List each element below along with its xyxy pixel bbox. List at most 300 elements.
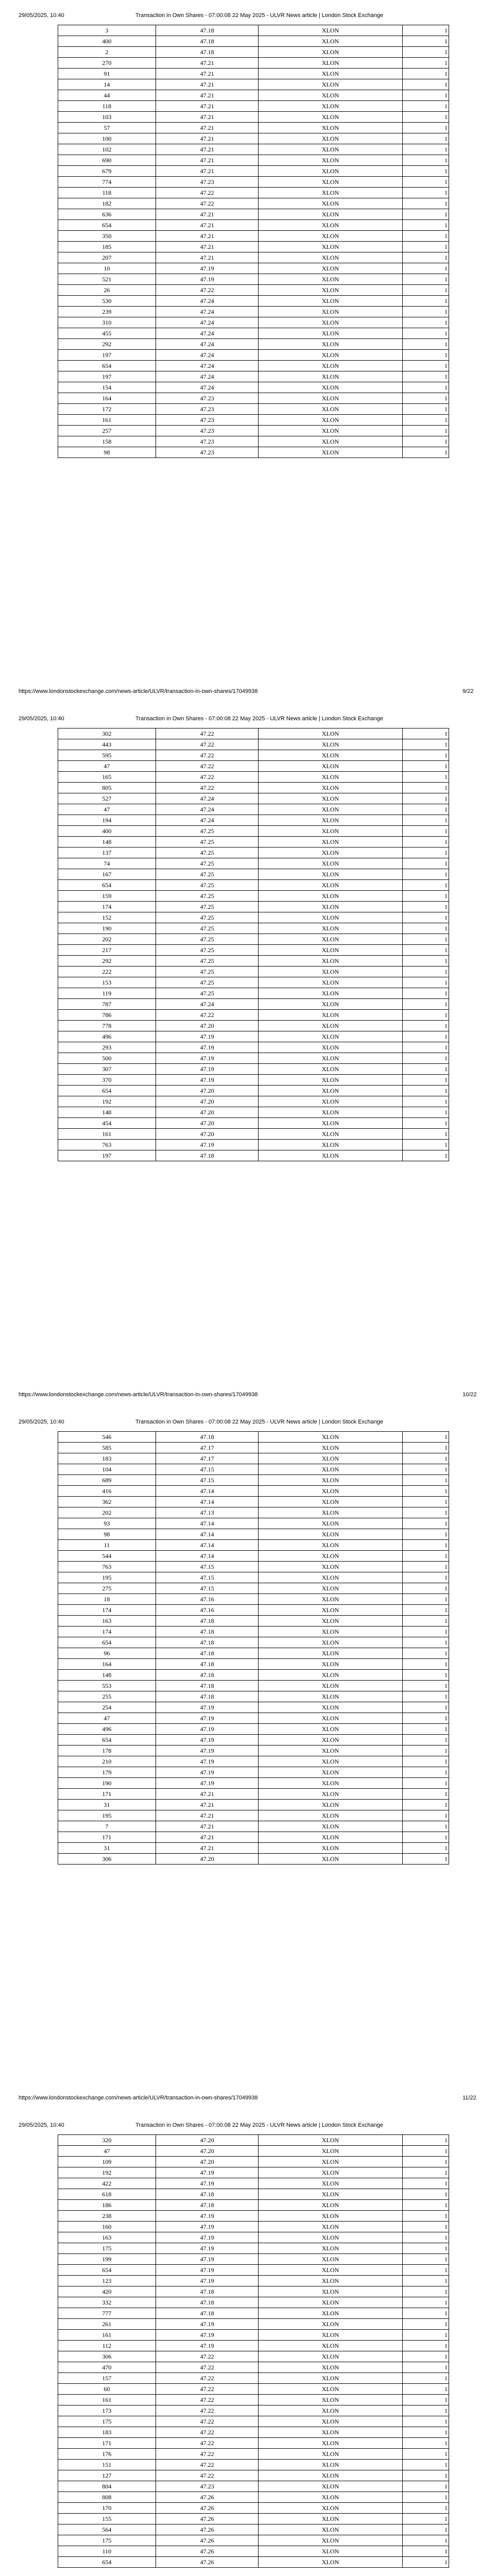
header-title: Transaction in Own Shares - 07:00:08 22 May 2025 - ULVR News article | London Stock Exchange bbox=[135, 716, 383, 722]
venue-cell: XLON bbox=[259, 2297, 402, 2308]
volume-cell: 496 bbox=[58, 1031, 156, 1042]
header-title: Transaction in Own Shares - 07:00:08 22 May 2025 - ULVR News article | London Stock Exchange bbox=[135, 12, 383, 19]
extra-cell: 1 bbox=[402, 393, 449, 404]
venue-cell: XLON bbox=[259, 739, 402, 750]
extra-cell: 1 bbox=[402, 1778, 449, 1789]
table-row bbox=[58, 1572, 449, 1583]
price-cell: 47.25 bbox=[156, 891, 259, 902]
table-row bbox=[58, 2146, 449, 2157]
table-row bbox=[58, 1086, 449, 1096]
extra-cell: 1 bbox=[402, 1691, 449, 1702]
table-row bbox=[58, 1486, 449, 1497]
volume-cell: 173 bbox=[58, 2405, 156, 2416]
venue-cell: XLON bbox=[259, 793, 402, 804]
extra-cell: 1 bbox=[402, 231, 449, 242]
table-row bbox=[58, 2297, 449, 2308]
price-cell: 47.13 bbox=[156, 1507, 259, 1518]
table-row bbox=[58, 25, 449, 36]
venue-cell: XLON bbox=[259, 112, 402, 123]
price-cell: 47.21 bbox=[156, 58, 259, 69]
table-row bbox=[58, 1010, 449, 1021]
volume-cell: 654 bbox=[58, 1086, 156, 1096]
venue-cell: XLON bbox=[259, 1107, 402, 1118]
extra-cell: 1 bbox=[402, 2427, 449, 2438]
volume-cell: 137 bbox=[58, 848, 156, 858]
extra-cell: 1 bbox=[402, 891, 449, 902]
price-cell: 47.19 bbox=[156, 2341, 259, 2351]
price-cell: 47.24 bbox=[156, 371, 259, 382]
table-row bbox=[58, 1053, 449, 1064]
extra-cell: 1 bbox=[402, 2211, 449, 2222]
extra-cell: 1 bbox=[402, 339, 449, 350]
volume-cell: 362 bbox=[58, 1497, 156, 1507]
venue-cell: XLON bbox=[259, 2395, 402, 2405]
table-row bbox=[58, 1140, 449, 1150]
price-cell: 47.19 bbox=[156, 2265, 259, 2276]
extra-cell: 1 bbox=[402, 2254, 449, 2265]
venue-cell: XLON bbox=[259, 426, 402, 436]
volume-cell: 310 bbox=[58, 317, 156, 328]
extra-cell: 1 bbox=[402, 2157, 449, 2167]
volume-cell: 255 bbox=[58, 1691, 156, 1702]
table-row bbox=[58, 750, 449, 761]
volume-cell: 420 bbox=[58, 2286, 156, 2297]
extra-cell: 1 bbox=[402, 2362, 449, 2373]
price-cell: 47.22 bbox=[156, 188, 259, 198]
venue-cell: XLON bbox=[259, 923, 402, 934]
venue-cell: XLON bbox=[259, 1031, 402, 1042]
venue-cell: XLON bbox=[259, 2211, 402, 2222]
venue-cell: XLON bbox=[259, 188, 402, 198]
extra-cell: 1 bbox=[402, 263, 449, 274]
table-row bbox=[58, 69, 449, 79]
extra-cell: 1 bbox=[402, 58, 449, 69]
extra-cell: 1 bbox=[402, 166, 449, 177]
venue-cell: XLON bbox=[259, 1475, 402, 1486]
venue-cell: XLON bbox=[259, 177, 402, 188]
venue-cell: XLON bbox=[259, 956, 402, 967]
extra-cell: 1 bbox=[402, 945, 449, 956]
venue-cell: XLON bbox=[259, 2438, 402, 2449]
venue-cell: XLON bbox=[259, 2330, 402, 2341]
price-cell: 47.22 bbox=[156, 2470, 259, 2481]
extra-cell: 1 bbox=[402, 1140, 449, 1150]
table-row bbox=[58, 177, 449, 188]
volume-cell: 148 bbox=[58, 837, 156, 848]
extra-cell: 1 bbox=[402, 155, 449, 166]
volume-cell: 238 bbox=[58, 2211, 156, 2222]
extra-cell: 1 bbox=[402, 252, 449, 263]
table-row bbox=[58, 90, 449, 101]
price-cell: 47.19 bbox=[156, 1724, 259, 1735]
price-cell: 47.19 bbox=[156, 2254, 259, 2265]
extra-cell: 1 bbox=[402, 999, 449, 1010]
venue-cell: XLON bbox=[259, 2178, 402, 2189]
extra-cell: 1 bbox=[402, 1118, 449, 1129]
volume-cell: 171 bbox=[58, 1789, 156, 1800]
table-row bbox=[58, 2330, 449, 2341]
extra-cell: 1 bbox=[402, 2308, 449, 2319]
table-row bbox=[58, 1778, 449, 1789]
venue-cell: XLON bbox=[259, 999, 402, 1010]
price-cell: 47.24 bbox=[156, 793, 259, 804]
venue-cell: XLON bbox=[259, 1497, 402, 1507]
venue-cell: XLON bbox=[259, 2373, 402, 2384]
volume-cell: 306 bbox=[58, 2351, 156, 2362]
venue-cell: XLON bbox=[259, 1821, 402, 1832]
volume-cell: 350 bbox=[58, 231, 156, 242]
price-cell: 47.24 bbox=[156, 328, 259, 339]
venue-cell: XLON bbox=[259, 761, 402, 772]
volume-cell: 176 bbox=[58, 2449, 156, 2460]
table-row bbox=[58, 793, 449, 804]
venue-cell: XLON bbox=[259, 2470, 402, 2481]
volume-cell: 183 bbox=[58, 2427, 156, 2438]
extra-cell: 1 bbox=[402, 1518, 449, 1529]
venue-cell: XLON bbox=[259, 2546, 402, 2557]
price-cell: 47.18 bbox=[156, 1659, 259, 1670]
price-cell: 47.20 bbox=[156, 2146, 259, 2157]
volume-cell: 636 bbox=[58, 209, 156, 220]
footer-url[interactable]: https://www.londonstockexchange.com/news-article/ULVR/transaction-in-own-shares/17049938 bbox=[19, 688, 258, 694]
price-cell: 47.22 bbox=[156, 2460, 259, 2470]
volume-cell: 57 bbox=[58, 123, 156, 133]
venue-cell: XLON bbox=[259, 2481, 402, 2492]
table-row bbox=[58, 436, 449, 447]
price-cell: 47.22 bbox=[156, 728, 259, 739]
price-cell: 47.19 bbox=[156, 1031, 259, 1042]
extra-cell: 1 bbox=[402, 1767, 449, 1778]
header-title: Transaction in Own Shares - 07:00:08 22 May 2025 - ULVR News article | London Stock Exchange bbox=[135, 1419, 383, 1425]
venue-cell: XLON bbox=[259, 1129, 402, 1140]
extra-cell: 1 bbox=[402, 1843, 449, 1854]
volume-cell: 161 bbox=[58, 415, 156, 426]
volume-cell: 157 bbox=[58, 2373, 156, 2384]
venue-cell: XLON bbox=[259, 2308, 402, 2319]
volume-cell: 171 bbox=[58, 2438, 156, 2449]
venue-cell: XLON bbox=[259, 1800, 402, 1810]
price-cell: 47.14 bbox=[156, 1518, 259, 1529]
volume-cell: 119 bbox=[58, 988, 156, 999]
volume-cell: 175 bbox=[58, 2243, 156, 2254]
venue-cell: XLON bbox=[259, 2492, 402, 2503]
extra-cell: 1 bbox=[402, 350, 449, 361]
table-row bbox=[58, 2416, 449, 2427]
volume-cell: 127 bbox=[58, 2470, 156, 2481]
extra-cell: 1 bbox=[402, 404, 449, 415]
extra-cell: 1 bbox=[402, 2470, 449, 2481]
table-row bbox=[58, 858, 449, 869]
venue-cell: XLON bbox=[259, 393, 402, 404]
price-cell: 47.18 bbox=[156, 2308, 259, 2319]
volume-cell: 293 bbox=[58, 1042, 156, 1053]
table-row bbox=[58, 415, 449, 426]
extra-cell: 1 bbox=[402, 750, 449, 761]
venue-cell: XLON bbox=[259, 2167, 402, 2178]
venue-cell: XLON bbox=[259, 144, 402, 155]
venue-cell: XLON bbox=[259, 1767, 402, 1778]
extra-cell: 1 bbox=[402, 2438, 449, 2449]
price-cell: 47.19 bbox=[156, 2167, 259, 2178]
pdf-page bbox=[0, 1406, 497, 2110]
transactions-table bbox=[58, 728, 449, 1161]
price-cell: 47.22 bbox=[156, 1010, 259, 1021]
price-cell: 47.14 bbox=[156, 1486, 259, 1497]
price-cell: 47.18 bbox=[156, 2297, 259, 2308]
price-cell: 47.21 bbox=[156, 1843, 259, 1854]
extra-cell: 1 bbox=[402, 415, 449, 426]
table-row bbox=[58, 1540, 449, 1551]
price-cell: 47.22 bbox=[156, 2449, 259, 2460]
price-cell: 47.19 bbox=[156, 2211, 259, 2222]
extra-cell: 1 bbox=[402, 1702, 449, 1713]
volume-cell: 91 bbox=[58, 69, 156, 79]
extra-cell: 1 bbox=[402, 2481, 449, 2492]
price-cell: 47.22 bbox=[156, 2362, 259, 2373]
table-row bbox=[58, 339, 449, 350]
venue-cell: XLON bbox=[259, 371, 402, 382]
price-cell: 47.19 bbox=[156, 1756, 259, 1767]
volume-cell: 804 bbox=[58, 2481, 156, 2492]
venue-cell: XLON bbox=[259, 2135, 402, 2146]
venue-cell: XLON bbox=[259, 2319, 402, 2330]
volume-cell: 185 bbox=[58, 242, 156, 252]
venue-cell: XLON bbox=[259, 274, 402, 285]
price-cell: 47.25 bbox=[156, 988, 259, 999]
volume-cell: 496 bbox=[58, 1724, 156, 1735]
price-cell: 47.25 bbox=[156, 837, 259, 848]
price-cell: 47.22 bbox=[156, 2384, 259, 2395]
price-cell: 47.21 bbox=[156, 1832, 259, 1843]
venue-cell: XLON bbox=[259, 447, 402, 458]
extra-cell: 1 bbox=[402, 1086, 449, 1096]
venue-cell: XLON bbox=[259, 2189, 402, 2200]
extra-cell: 1 bbox=[402, 2286, 449, 2297]
price-cell: 47.21 bbox=[156, 144, 259, 155]
volume-cell: 103 bbox=[58, 112, 156, 123]
venue-cell: XLON bbox=[259, 350, 402, 361]
header-date: 29/05/2025, 10:40 bbox=[19, 716, 64, 722]
table-row bbox=[58, 220, 449, 231]
extra-cell: 1 bbox=[402, 1626, 449, 1637]
extra-cell: 1 bbox=[402, 274, 449, 285]
price-cell: 47.24 bbox=[156, 339, 259, 350]
volume-cell: 44 bbox=[58, 90, 156, 101]
venue-cell: XLON bbox=[259, 2157, 402, 2167]
volume-cell: 155 bbox=[58, 2514, 156, 2524]
volume-cell: 164 bbox=[58, 1659, 156, 1670]
volume-cell: 118 bbox=[58, 101, 156, 112]
table-row bbox=[58, 2384, 449, 2395]
table-row bbox=[58, 1583, 449, 1594]
volume-cell: 186 bbox=[58, 2200, 156, 2211]
price-cell: 47.18 bbox=[156, 1432, 259, 1443]
table-row bbox=[58, 912, 449, 923]
table-row bbox=[58, 371, 449, 382]
table-row bbox=[58, 274, 449, 285]
table-row bbox=[58, 1854, 449, 1865]
table-row bbox=[58, 1626, 449, 1637]
volume-cell: 400 bbox=[58, 36, 156, 47]
table-row bbox=[58, 2341, 449, 2351]
price-cell: 47.24 bbox=[156, 296, 259, 307]
price-cell: 47.18 bbox=[156, 1616, 259, 1626]
venue-cell: XLON bbox=[259, 826, 402, 837]
price-cell: 47.23 bbox=[156, 404, 259, 415]
venue-cell: XLON bbox=[259, 2232, 402, 2243]
volume-cell: 110 bbox=[58, 2546, 156, 2557]
table-row bbox=[58, 263, 449, 274]
table-row bbox=[58, 447, 449, 458]
venue-cell: XLON bbox=[259, 750, 402, 761]
price-cell: 47.19 bbox=[156, 2276, 259, 2286]
volume-cell: 595 bbox=[58, 750, 156, 761]
venue-cell: XLON bbox=[259, 891, 402, 902]
table-row bbox=[58, 1789, 449, 1800]
price-cell: 47.24 bbox=[156, 999, 259, 1010]
price-cell: 47.20 bbox=[156, 2157, 259, 2167]
venue-cell: XLON bbox=[259, 36, 402, 47]
table-row bbox=[58, 1832, 449, 1843]
venue-cell: XLON bbox=[259, 317, 402, 328]
price-cell: 47.19 bbox=[156, 1075, 259, 1086]
venue-cell: XLON bbox=[259, 252, 402, 263]
price-cell: 47.20 bbox=[156, 2135, 259, 2146]
price-cell: 47.19 bbox=[156, 2232, 259, 2243]
price-cell: 47.25 bbox=[156, 934, 259, 945]
extra-cell: 1 bbox=[402, 1453, 449, 1464]
volume-cell: 148 bbox=[58, 1107, 156, 1118]
venue-cell: XLON bbox=[259, 123, 402, 133]
volume-cell: 183 bbox=[58, 1453, 156, 1464]
price-cell: 47.25 bbox=[156, 912, 259, 923]
extra-cell: 1 bbox=[402, 815, 449, 826]
venue-cell: XLON bbox=[259, 1605, 402, 1616]
table-row bbox=[58, 2503, 449, 2514]
extra-cell: 1 bbox=[402, 285, 449, 296]
venue-cell: XLON bbox=[259, 328, 402, 339]
volume-cell: 654 bbox=[58, 2265, 156, 2276]
price-cell: 47.21 bbox=[156, 1821, 259, 1832]
table-row bbox=[58, 2276, 449, 2286]
price-cell: 47.18 bbox=[156, 1626, 259, 1637]
venue-cell: XLON bbox=[259, 1075, 402, 1086]
price-cell: 47.19 bbox=[156, 2178, 259, 2189]
venue-cell: XLON bbox=[259, 1702, 402, 1713]
table-row bbox=[58, 1724, 449, 1735]
extra-cell: 1 bbox=[402, 133, 449, 144]
volume-cell: 197 bbox=[58, 1150, 156, 1161]
price-cell: 47.20 bbox=[156, 1854, 259, 1865]
volume-cell: 190 bbox=[58, 1778, 156, 1789]
volume-cell: 14 bbox=[58, 79, 156, 90]
venue-cell: XLON bbox=[259, 1150, 402, 1161]
price-cell: 47.25 bbox=[156, 956, 259, 967]
volume-cell: 292 bbox=[58, 339, 156, 350]
volume-cell: 161 bbox=[58, 2330, 156, 2341]
venue-cell: XLON bbox=[259, 242, 402, 252]
table-row bbox=[58, 2427, 449, 2438]
table-row bbox=[58, 2362, 449, 2373]
venue-cell: XLON bbox=[259, 1616, 402, 1626]
extra-cell: 1 bbox=[402, 1464, 449, 1475]
venue-cell: XLON bbox=[259, 1713, 402, 1724]
header-title: Transaction in Own Shares - 07:00:08 22 May 2025 - ULVR News article | London Stock Exchange bbox=[135, 2122, 383, 2128]
venue-cell: XLON bbox=[259, 1594, 402, 1605]
table-row bbox=[58, 977, 449, 988]
venue-cell: XLON bbox=[259, 1529, 402, 1540]
price-cell: 47.19 bbox=[156, 1064, 259, 1075]
volume-cell: 546 bbox=[58, 1432, 156, 1443]
table-row bbox=[58, 36, 449, 47]
venue-cell: XLON bbox=[259, 804, 402, 815]
price-cell: 47.21 bbox=[156, 69, 259, 79]
table-row bbox=[58, 2167, 449, 2178]
extra-cell: 1 bbox=[402, 101, 449, 112]
table-row bbox=[58, 393, 449, 404]
volume-cell: 763 bbox=[58, 1140, 156, 1150]
extra-cell: 1 bbox=[402, 2135, 449, 2146]
extra-cell: 1 bbox=[402, 1021, 449, 1031]
extra-cell: 1 bbox=[402, 1053, 449, 1064]
extra-cell: 1 bbox=[402, 2330, 449, 2341]
table-row bbox=[58, 1756, 449, 1767]
venue-cell: XLON bbox=[259, 1021, 402, 1031]
price-cell: 47.25 bbox=[156, 967, 259, 977]
venue-cell: XLON bbox=[259, 296, 402, 307]
price-cell: 47.21 bbox=[156, 123, 259, 133]
price-cell: 47.18 bbox=[156, 1637, 259, 1648]
footer-url[interactable]: https://www.londonstockexchange.com/news-article/ULVR/transaction-in-own-shares/17049938 bbox=[19, 1392, 258, 1398]
extra-cell: 1 bbox=[402, 2405, 449, 2416]
table-row bbox=[58, 728, 449, 739]
price-cell: 47.15 bbox=[156, 1562, 259, 1572]
table-row bbox=[58, 1529, 449, 1540]
price-cell: 47.14 bbox=[156, 1497, 259, 1507]
volume-cell: 306 bbox=[58, 1854, 156, 1865]
table-row bbox=[58, 2557, 449, 2568]
extra-cell: 1 bbox=[402, 869, 449, 880]
venue-cell: XLON bbox=[259, 945, 402, 956]
price-cell: 47.26 bbox=[156, 2557, 259, 2568]
price-cell: 47.23 bbox=[156, 415, 259, 426]
pdf-page bbox=[0, 0, 497, 703]
footer-url[interactable]: https://www.londonstockexchange.com/news-article/ULVR/transaction-in-own-shares/17049938 bbox=[19, 2095, 258, 2101]
price-cell: 47.25 bbox=[156, 977, 259, 988]
volume-cell: 455 bbox=[58, 328, 156, 339]
volume-cell: 160 bbox=[58, 2222, 156, 2232]
volume-cell: 93 bbox=[58, 1518, 156, 1529]
pdf-page bbox=[0, 703, 497, 1406]
venue-cell: XLON bbox=[259, 858, 402, 869]
volume-cell: 422 bbox=[58, 2178, 156, 2189]
price-cell: 47.21 bbox=[156, 1810, 259, 1821]
venue-cell: XLON bbox=[259, 285, 402, 296]
table-row bbox=[58, 1745, 449, 1756]
extra-cell: 1 bbox=[402, 1789, 449, 1800]
extra-cell: 1 bbox=[402, 242, 449, 252]
venue-cell: XLON bbox=[259, 1486, 402, 1497]
price-cell: 47.21 bbox=[156, 133, 259, 144]
extra-cell: 1 bbox=[402, 2524, 449, 2535]
extra-cell: 1 bbox=[402, 728, 449, 739]
volume-cell: 275 bbox=[58, 1583, 156, 1594]
table-row bbox=[58, 1691, 449, 1702]
price-cell: 47.14 bbox=[156, 1540, 259, 1551]
extra-cell: 1 bbox=[402, 1800, 449, 1810]
volume-cell: 320 bbox=[58, 2135, 156, 2146]
venue-cell: XLON bbox=[259, 133, 402, 144]
